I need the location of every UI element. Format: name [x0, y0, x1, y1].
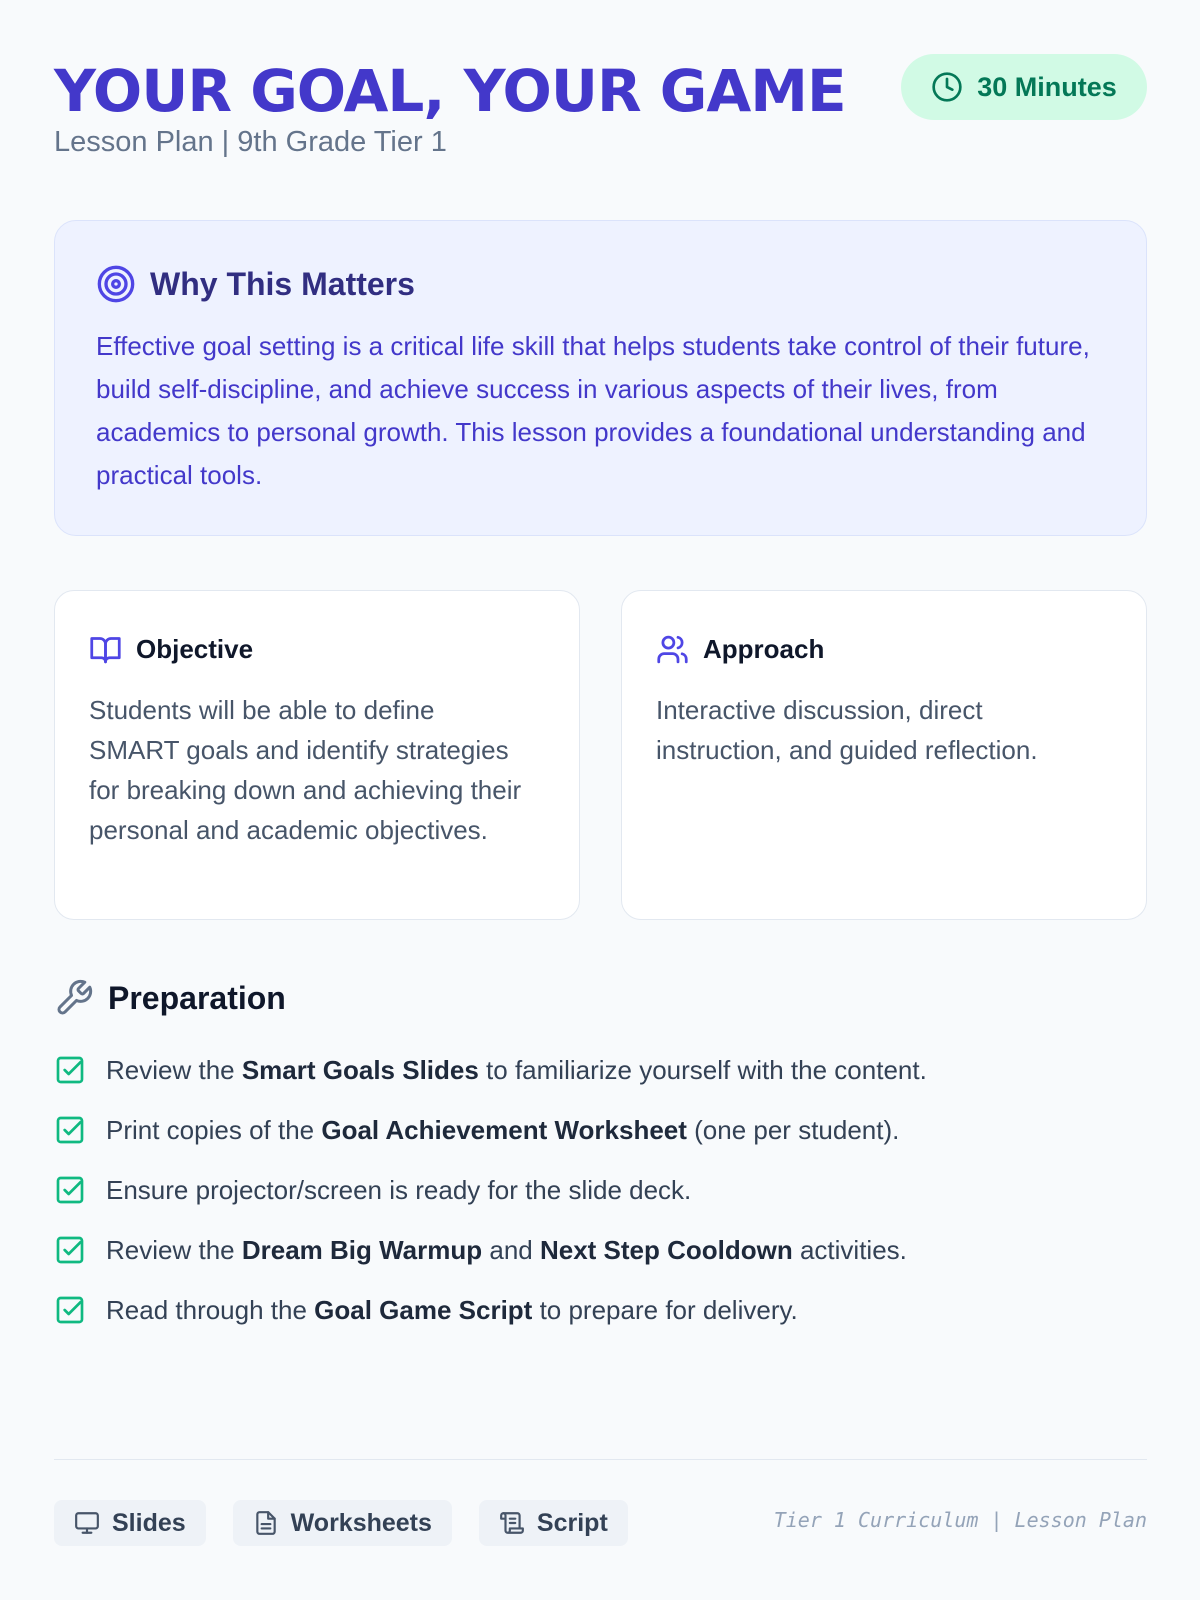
target-icon — [96, 264, 136, 304]
preparation-item-fragment: (one per student). — [686, 1114, 900, 1145]
file-text-icon — [253, 1510, 279, 1536]
preparation-item-resource: Goal Game Script — [314, 1294, 533, 1325]
header — [54, 50, 1147, 170]
monitor-icon — [74, 1510, 100, 1536]
footer-links — [54, 1500, 628, 1546]
objective-body: Students will be able to define SMART goals and identify strategies for breaking down and achieving their personal and academic objectives. — [89, 695, 522, 845]
preparation-item-resource: Smart Goals Slides — [241, 1054, 479, 1085]
checkbox-checked-icon — [54, 1114, 86, 1146]
footer-divider — [54, 1459, 1147, 1460]
footer-note: Tier 1 Curriculum | Lesson Plan — [773, 1508, 1147, 1532]
wrench-icon — [54, 978, 94, 1018]
preparation-title: Preparation — [108, 979, 286, 1016]
preparation-item-fragment: Review the — [106, 1234, 242, 1265]
why-heading — [96, 264, 415, 304]
checkbox-checked-icon — [54, 1234, 86, 1266]
checkbox-checked-icon — [54, 1054, 86, 1086]
scroll-icon — [499, 1510, 525, 1536]
preparation-item-resource: Next Step Cooldown — [539, 1234, 793, 1265]
slides-link-label: Slides — [112, 1508, 186, 1537]
slides-link[interactable] — [54, 1500, 206, 1546]
why-title: Why This Matters — [150, 265, 415, 302]
preparation-item-fragment: to prepare for delivery. — [532, 1294, 798, 1325]
approach-card — [621, 590, 1147, 920]
preparation-item — [54, 1280, 927, 1340]
why-this-matters-panel — [54, 220, 1147, 536]
page-subtitle: Lesson Plan | 9th Grade Tier 1 — [54, 126, 447, 158]
duration-badge — [901, 54, 1147, 120]
preparation-item-fragment: to familiarize yourself with the content. — [478, 1054, 927, 1085]
checkbox-checked-icon — [54, 1174, 86, 1206]
approach-heading — [656, 633, 824, 666]
checkbox-checked-icon — [54, 1294, 86, 1326]
preparation-item-text — [106, 1055, 927, 1086]
duration-label: 30 Minutes — [977, 71, 1117, 102]
objective-title: Objective — [136, 634, 254, 664]
preparation-item-resource: Goal Achievement Worksheet — [321, 1114, 687, 1145]
preparation-item-fragment: and — [482, 1234, 540, 1265]
preparation-item — [54, 1220, 927, 1280]
users-icon — [656, 633, 689, 666]
why-body: Effective goal setting is a critical life skill that helps students take control of their future, build self-discipline, and achieve success in various aspects of their lives, from academics to personal growth. This lesson provides a foundational understanding and practical tools. — [96, 331, 1090, 490]
book-open-icon — [89, 633, 122, 666]
clock-icon — [931, 71, 963, 103]
lesson-plan-page — [54, 0, 1147, 1600]
approach-title: Approach — [703, 634, 825, 664]
preparation-item-text — [106, 1175, 691, 1206]
preparation-item-text — [106, 1295, 798, 1326]
preparation-item — [54, 1040, 927, 1100]
approach-body: Interactive discussion, direct instruction, and guided reflection. — [656, 695, 1038, 765]
preparation-item-fragment: activities. — [792, 1234, 907, 1265]
preparation-list — [54, 1040, 927, 1340]
preparation-item — [54, 1160, 927, 1220]
preparation-item-fragment: Review the — [106, 1054, 242, 1085]
preparation-item-fragment: Read through the — [106, 1294, 315, 1325]
preparation-item-fragment: Ensure projector/screen is ready for the slide deck. — [106, 1174, 692, 1205]
preparation-item-resource: Dream Big Warmup — [241, 1234, 483, 1265]
preparation-item-text — [106, 1235, 907, 1266]
preparation-item-text — [106, 1115, 899, 1146]
preparation-item-fragment: Print copies of the — [106, 1114, 322, 1145]
preparation-heading — [54, 978, 286, 1018]
worksheets-link[interactable] — [233, 1500, 452, 1546]
objective-card — [54, 590, 580, 920]
objective-heading — [89, 633, 253, 666]
page-title: YOUR GOAL, YOUR GAME — [54, 57, 846, 125]
worksheets-link-label: Worksheets — [290, 1508, 432, 1537]
preparation-item — [54, 1100, 927, 1160]
script-link[interactable] — [479, 1500, 628, 1546]
script-link-label: Script — [536, 1508, 608, 1537]
